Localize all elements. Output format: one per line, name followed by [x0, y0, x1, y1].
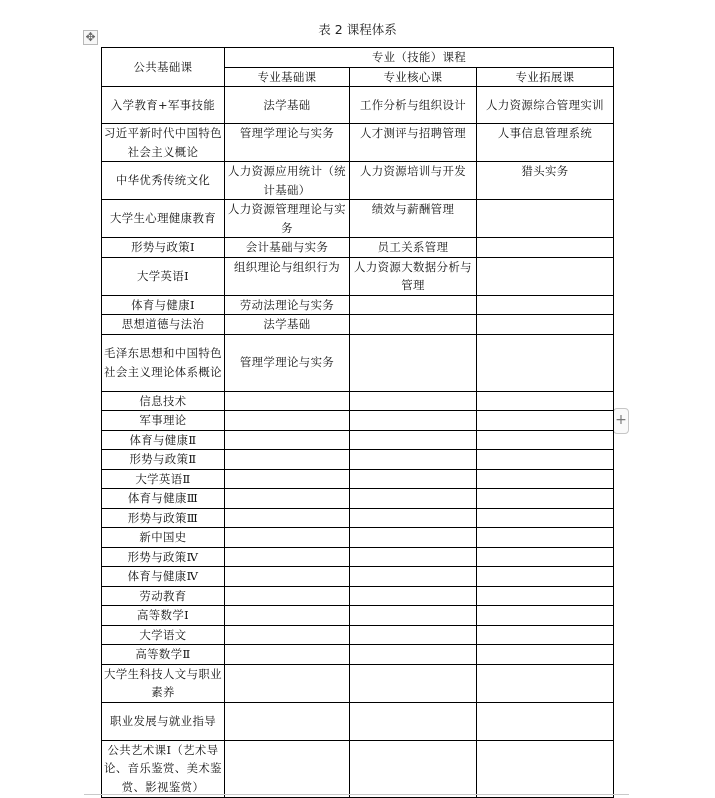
- cell-public-basic[interactable]: 体育与健康Ⅰ: [102, 295, 225, 315]
- cell-prof-core[interactable]: [350, 664, 477, 702]
- cell-prof-basic[interactable]: 法学基础: [225, 315, 350, 335]
- cell-prof-ext[interactable]: [477, 295, 614, 315]
- header-prof-ext[interactable]: 专业拓展课: [477, 67, 614, 87]
- table-move-handle-icon[interactable]: ✥: [83, 30, 98, 45]
- cell-prof-core[interactable]: 人力资源大数据分析与管理: [350, 257, 477, 295]
- table-row: [102, 87, 614, 124]
- cell-prof-ext[interactable]: [477, 606, 614, 626]
- cell-prof-ext[interactable]: [477, 567, 614, 587]
- cell-prof-ext[interactable]: [477, 391, 614, 411]
- cell-prof-basic[interactable]: 人力资源管理理论与实务: [225, 200, 350, 238]
- cell-prof-basic[interactable]: [225, 606, 350, 626]
- cell-public-basic[interactable]: 形势与政策Ⅲ: [102, 508, 225, 528]
- cell-public-basic[interactable]: 形势与政策Ⅰ: [102, 238, 225, 258]
- cell-prof-basic[interactable]: [225, 645, 350, 665]
- cell-prof-core[interactable]: [350, 547, 477, 567]
- cell-public-basic[interactable]: 中华优秀传统文化: [102, 162, 225, 200]
- cell-prof-ext[interactable]: [477, 315, 614, 335]
- cell-public-basic[interactable]: 大学语文: [102, 625, 225, 645]
- cell-prof-basic[interactable]: 管理学理论与实务: [225, 124, 350, 162]
- cell-prof-core[interactable]: [350, 528, 477, 548]
- cell-prof-basic[interactable]: [225, 625, 350, 645]
- cell-prof-core[interactable]: 人才测评与招聘管理: [350, 124, 477, 162]
- table-row: [102, 450, 614, 470]
- cell-prof-ext[interactable]: 猎头实务: [477, 162, 614, 200]
- cell-public-basic[interactable]: 体育与健康Ⅱ: [102, 430, 225, 450]
- cell-prof-basic[interactable]: [225, 411, 350, 431]
- cell-prof-ext[interactable]: [477, 334, 614, 391]
- table-row: [102, 162, 614, 200]
- table-row: [102, 257, 614, 295]
- cell-prof-basic[interactable]: 组织理论与组织行为: [225, 257, 350, 295]
- cell-prof-basic[interactable]: [225, 430, 350, 450]
- cell-prof-basic[interactable]: [225, 664, 350, 702]
- cell-public-basic[interactable]: 信息技术: [102, 391, 225, 411]
- table-row: [102, 334, 614, 391]
- cell-prof-ext[interactable]: 人力资源综合管理实训: [477, 87, 614, 124]
- header-prof-basic[interactable]: 专业基础课: [225, 67, 350, 87]
- cell-prof-basic[interactable]: [225, 489, 350, 509]
- cell-public-basic[interactable]: 形势与政策Ⅳ: [102, 547, 225, 567]
- cell-prof-basic[interactable]: [225, 508, 350, 528]
- table-row: [102, 586, 614, 606]
- table-row: [102, 295, 614, 315]
- cell-prof-basic[interactable]: [225, 586, 350, 606]
- cell-prof-ext[interactable]: [477, 411, 614, 431]
- cell-public-basic[interactable]: 体育与健康Ⅳ: [102, 567, 225, 587]
- cell-public-basic[interactable]: 新中国史: [102, 528, 225, 548]
- table-row: [102, 391, 614, 411]
- cell-prof-basic[interactable]: [225, 547, 350, 567]
- cell-prof-core[interactable]: [350, 625, 477, 645]
- table-row: [102, 547, 614, 567]
- cell-prof-ext[interactable]: [477, 528, 614, 548]
- cell-prof-ext[interactable]: [477, 645, 614, 665]
- table-row: [102, 645, 614, 665]
- cell-public-basic[interactable]: 大学英语Ⅱ: [102, 469, 225, 489]
- table-row: [102, 124, 614, 162]
- cell-prof-basic[interactable]: 法学基础: [225, 87, 350, 124]
- cell-prof-basic[interactable]: 劳动法理论与实务: [225, 295, 350, 315]
- cell-public-basic[interactable]: 大学生心理健康教育: [102, 200, 225, 238]
- cell-prof-ext[interactable]: [477, 489, 614, 509]
- cell-public-basic[interactable]: 军事理论: [102, 411, 225, 431]
- cell-prof-basic[interactable]: [225, 528, 350, 548]
- cell-public-basic[interactable]: 体育与健康Ⅲ: [102, 489, 225, 509]
- table-row: [102, 702, 614, 740]
- cell-prof-core[interactable]: [350, 315, 477, 335]
- course-system-table: [101, 47, 614, 798]
- cell-public-basic[interactable]: 习近平新时代中国特色社会主义概论: [102, 124, 225, 162]
- cell-prof-basic[interactable]: 管理学理论与实务: [225, 334, 350, 391]
- table-row: [102, 315, 614, 335]
- add-column-icon[interactable]: +: [613, 408, 629, 434]
- page-bottom-divider: [84, 794, 629, 795]
- cell-prof-basic[interactable]: [225, 469, 350, 489]
- cell-prof-basic[interactable]: [225, 740, 350, 797]
- table-row: [102, 489, 614, 509]
- table-caption: 表 2 课程体系: [318, 22, 397, 37]
- cell-prof-core[interactable]: 员工关系管理: [350, 238, 477, 258]
- cell-prof-core[interactable]: [350, 567, 477, 587]
- cell-public-basic[interactable]: 劳动教育: [102, 586, 225, 606]
- table-row: [102, 469, 614, 489]
- cell-prof-core[interactable]: [350, 606, 477, 626]
- cell-prof-ext[interactable]: [477, 508, 614, 528]
- table-row: [102, 664, 614, 702]
- table-row: [102, 411, 614, 431]
- cell-prof-core[interactable]: [350, 645, 477, 665]
- cell-prof-basic[interactable]: [225, 567, 350, 587]
- table-row: [102, 740, 614, 797]
- cell-prof-ext[interactable]: [477, 238, 614, 258]
- cell-public-basic[interactable]: 高等数学Ⅰ: [102, 606, 225, 626]
- cell-public-basic[interactable]: 入学教育+军事技能: [102, 87, 225, 124]
- cell-prof-core[interactable]: [350, 430, 477, 450]
- table-row: [102, 238, 614, 258]
- cell-prof-core[interactable]: [350, 586, 477, 606]
- cell-prof-core[interactable]: [350, 295, 477, 315]
- cell-prof-ext[interactable]: [477, 625, 614, 645]
- cell-prof-core[interactable]: [350, 469, 477, 489]
- cell-prof-core[interactable]: [350, 334, 477, 391]
- header-public-basic[interactable]: 公共基础课: [102, 48, 225, 87]
- table-row: [102, 625, 614, 645]
- table-row: [102, 567, 614, 587]
- cell-prof-ext[interactable]: 人事信息管理系统: [477, 124, 614, 162]
- cell-prof-core[interactable]: 人力资源培训与开发: [350, 162, 477, 200]
- cell-prof-ext[interactable]: [477, 450, 614, 470]
- table-row: [102, 200, 614, 238]
- cell-public-basic[interactable]: 大学生科技人文与职业素养: [102, 664, 225, 702]
- cell-prof-ext[interactable]: [477, 664, 614, 702]
- cell-public-basic[interactable]: 高等数学Ⅱ: [102, 645, 225, 665]
- cell-prof-core[interactable]: [350, 489, 477, 509]
- cell-prof-core[interactable]: [350, 702, 477, 740]
- cell-public-basic[interactable]: 毛泽东思想和中国特色社会主义理论体系概论: [102, 334, 225, 391]
- cell-public-basic[interactable]: 职业发展与就业指导: [102, 702, 225, 740]
- table-row: [102, 606, 614, 626]
- cell-prof-core[interactable]: [350, 740, 477, 797]
- cell-public-basic[interactable]: 形势与政策Ⅱ: [102, 450, 225, 470]
- cell-prof-core[interactable]: [350, 391, 477, 411]
- cell-prof-ext[interactable]: [477, 586, 614, 606]
- cell-public-basic[interactable]: 公共艺术课Ⅰ（艺术导论、音乐鉴赏、美术鉴赏、影视鉴赏）: [102, 740, 225, 797]
- cell-prof-core[interactable]: [350, 450, 477, 470]
- header-professional[interactable]: 专业（技能）课程: [225, 48, 614, 68]
- cell-prof-basic[interactable]: 会计基础与实务: [225, 238, 350, 258]
- cell-prof-ext[interactable]: [477, 200, 614, 238]
- cell-prof-core[interactable]: [350, 508, 477, 528]
- cell-prof-basic[interactable]: 人力资源应用统计（统计基础）: [225, 162, 350, 200]
- cell-prof-basic[interactable]: [225, 702, 350, 740]
- header-prof-core[interactable]: 专业核心课: [350, 67, 477, 87]
- cell-public-basic[interactable]: 大学英语Ⅰ: [102, 257, 225, 295]
- table-row: [102, 528, 614, 548]
- cell-prof-core[interactable]: [350, 411, 477, 431]
- cell-prof-basic[interactable]: [225, 450, 350, 470]
- cell-prof-ext[interactable]: [477, 547, 614, 567]
- header-row: [102, 48, 614, 68]
- table-row: [102, 430, 614, 450]
- cell-prof-ext[interactable]: [477, 430, 614, 450]
- cell-prof-ext[interactable]: [477, 469, 614, 489]
- cell-prof-ext[interactable]: [477, 740, 614, 797]
- cell-prof-core[interactable]: 绩效与薪酬管理: [350, 200, 477, 238]
- cell-prof-ext[interactable]: [477, 257, 614, 295]
- cell-prof-basic[interactable]: [225, 391, 350, 411]
- table-row: [102, 508, 614, 528]
- cell-public-basic[interactable]: 思想道德与法治: [102, 315, 225, 335]
- cell-prof-core[interactable]: 工作分析与组织设计: [350, 87, 477, 124]
- cell-prof-ext[interactable]: [477, 702, 614, 740]
